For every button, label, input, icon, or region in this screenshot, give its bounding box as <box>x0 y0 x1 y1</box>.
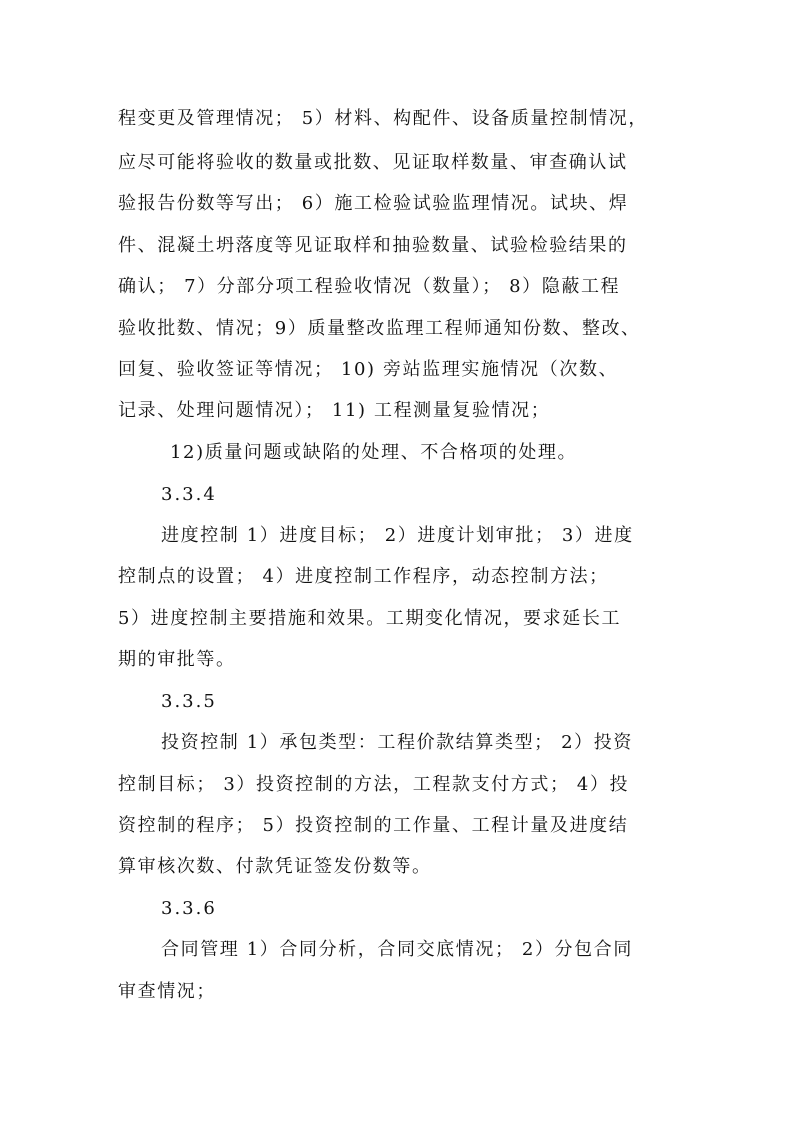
text-line: 程变更及管理情况； 5）材料、构配件、设备质量控制情况， <box>118 108 648 129</box>
text-line: 合同管理 1）合同分析，合同交底情况； 2）分包合同 <box>161 939 633 960</box>
section-heading: 3.3.4 <box>161 484 217 505</box>
text-line: 审查情况； <box>118 981 216 1002</box>
text-line: 回复、验收签证等情况； 10) 旁站监理实施情况（次数、 <box>118 359 619 380</box>
text-line: 件、混凝土坍落度等见证取样和抽验数量、试验检验结果的 <box>118 235 628 256</box>
text-line: 投资控制 1）承包类型：工程价款结算类型； 2）投资 <box>161 732 633 753</box>
text-line: 记录、处理问题情况）； 11) 工程测量复验情况； <box>118 400 551 421</box>
text-line: 验报告份数等写出； 6）施工检验试验监理情况。试块、焊 <box>118 193 629 214</box>
text-line: 应尽可能将验收的数量或批数、见证取样数量、审查确认试 <box>118 152 628 173</box>
text-line: 期的审批等。 <box>118 649 236 670</box>
text-line: 算审核次数、付款凭证签发份数等。 <box>118 856 432 877</box>
text-line: 确认； 7）分部分项工程验收情况（数量）； 8）隐蔽工程 <box>118 276 621 297</box>
section-heading: 3.3.5 <box>161 691 217 712</box>
text-line: 进度控制 1）进度目标； 2）进度计划审批； 3）进度 <box>161 525 634 546</box>
text-line: 控制目标； 3）投资控制的方法，工程款支付方式； 4）投 <box>118 774 630 795</box>
text-line: 验收批数、情况；9）质量整改监理工程师通知份数、整改、 <box>118 318 641 339</box>
text-line: 控制点的设置； 4）进度控制工作程序，动态控制方法； <box>118 566 609 587</box>
section-heading: 3.3.6 <box>161 898 217 919</box>
text-line: 5）进度控制主要措施和效果。工期变化情况，要求延长工 <box>118 608 622 629</box>
text-line: 12)质量问题或缺陷的处理、不合格项的处理。 <box>170 442 578 463</box>
text-line: 资控制的程序； 5）投资控制的工作量、工程计量及进度结 <box>118 815 629 836</box>
